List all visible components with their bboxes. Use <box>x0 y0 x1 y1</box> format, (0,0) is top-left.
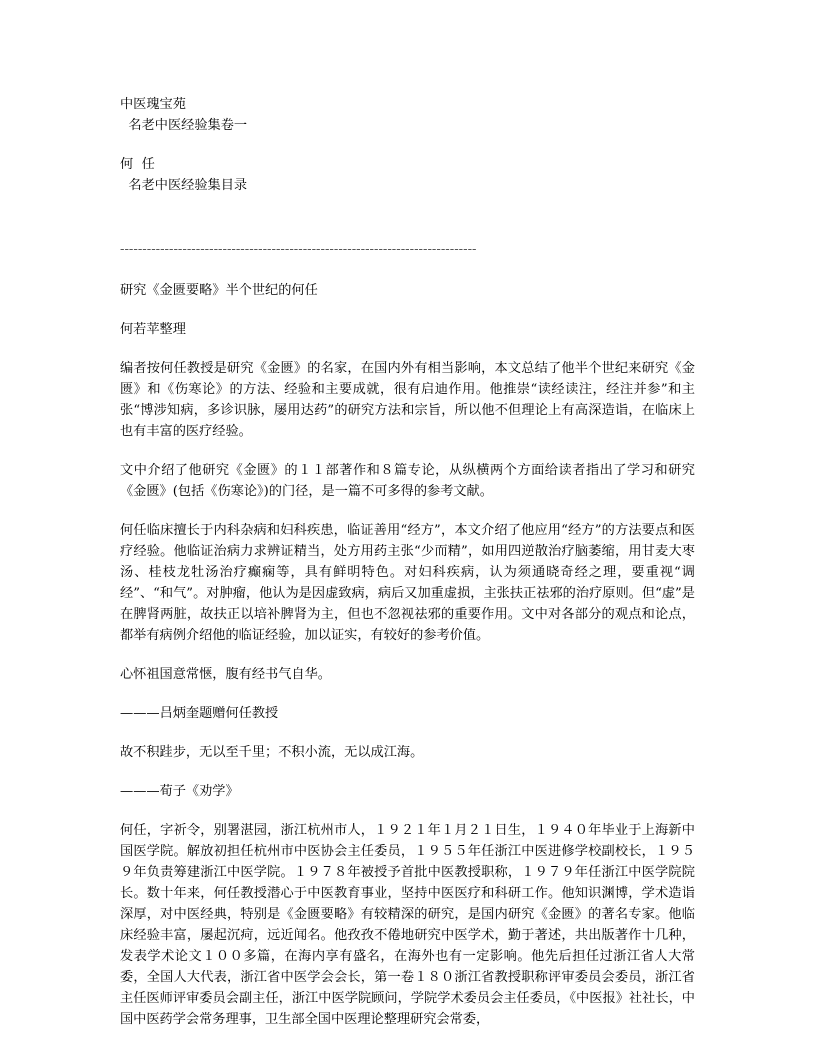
author-name: 何 任 <box>120 157 155 172</box>
inscription-attribution: ———吕炳奎题赠何任教授 <box>120 706 279 721</box>
works-summary-paragraph: 文中介绍了他研究《金匮》的１１部著作和８篇专论，从纵横两个方面给读者指出了学习和研究《金匮》(包括《伤寒论》)的门径，是一篇不可多得的参考文献。 <box>120 463 695 499</box>
quote-verse: 故不积跬步，无以至千里；不积小流，无以成江海。 <box>120 745 424 760</box>
quote-attribution: ———荀子《劝学》 <box>120 784 239 799</box>
toc-title: 名老中医经验集目录 <box>120 178 248 193</box>
document-page <box>120 94 695 1048</box>
series-title: 中医瑰宝苑 <box>120 97 186 112</box>
volume-title: 名老中医经验集卷一 <box>120 118 248 133</box>
editor-note-paragraph: 编者按何任教授是研究《金匮》的名家，在国内外有相当影响，本文总结了他半个世纪来研究《金匮》和《伤寒论》的方法、经验和主要成就，很有启迪作用。他推崇“读经读注，经注并参”和主张“博涉知病，多诊识脉，屡用达药”的研究方法和宗旨，所以他不但理论上有高深造诣，在临床上也有丰富的医疗经验。 <box>120 361 695 439</box>
article-compiler: 何若苹整理 <box>120 322 186 337</box>
separator-line: -------------------------------------------------------------------------------- <box>120 242 477 257</box>
clinical-summary-paragraph: 何任临床擅长于内科杂病和妇科疾患，临证善用“经方”，本文介绍了他应用“经方”的方法要点和医疗经验。他临证治病力求辨证精当，处方用药主张“少而精”，如用四逆散治疗脑萎缩，用甘麦大枣汤、桂枝龙牡汤治疗癫痫等，具有鲜明特色。对妇科疾病，认为须通晓奇经之理，要重视“调经”、“和气”。对肿瘤，他认为是因虚致病，病后又加重虚损，主张扶正祛邪的治疗原则。但“虚”是在脾肾两脏，故扶正以培补脾肾为主，但也不忽视祛邪的重要作用。文中对各部分的观点和论点，都举有病例介绍他的临证经验，加以证实，有较好的参考价值。 <box>120 523 695 643</box>
biography-paragraph: 何任，字祈令，别署湛园，浙江杭州市人，１９２１年１月２１日生，１９４０年毕业于上海新中国医学院。解放初担任杭州市中医协会主任委员，１９５５年任浙江中医进修学校副校长，１９５９年负责筹建浙江中医学院。１９７８年被授予首批中医教授职称，１９７９年任浙江中医学院院长。数十年来，何任教授潜心于中医教育事业，坚持中医医疗和科研工作。他知识渊博，学术造诣深厚，对中医经典，特别是《金匮要略》有较精深的研究，是国内研究《金匮》的著名专家。他临床经验丰富，屡起沉疴，远近闻名。他孜孜不倦地研究中医学术，勤于著述，共出版著作十几种，发表学术论文１００多篇，在海内享有盛名，在海外也有一定影响。他先后担任过浙江省人大常委，全国人大代表，浙江省中医学会会长，第一卷１８０浙江省教授职称评审委员会委员，浙江省主任医师评审委员会副主任，浙江中医学院顾问，学院学术委员会主任委员，《中医报》社社长，中国中医药学会常务理事，卫生部全国中医理论整理研究会常委， <box>120 823 695 1027</box>
inscription-verse: 心怀祖国意常惬，腹有经书气自华。 <box>120 667 331 682</box>
article-title: 研究《金匮要略》半个世纪的何任 <box>120 283 318 298</box>
